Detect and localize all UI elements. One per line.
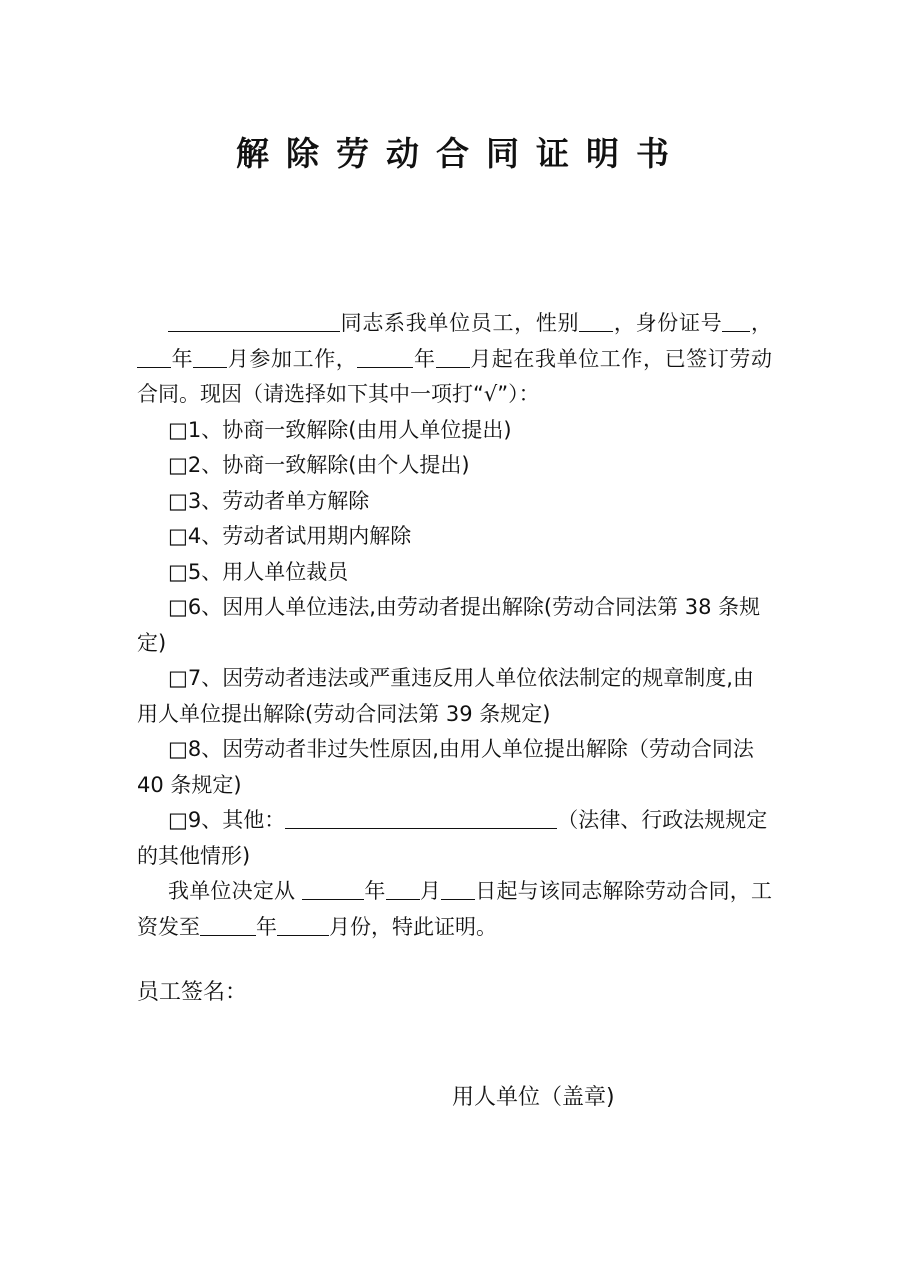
employee-signature-label: 员工签名： (137, 980, 248, 1005)
name-blank[interactable] (168, 309, 340, 332)
salary-year-blank[interactable] (200, 912, 256, 935)
salary-month-blank[interactable] (277, 912, 329, 935)
gender-blank[interactable] (579, 309, 613, 332)
option-9[interactable]: □9、其他： （法律、行政法规规定的其他情形) (137, 803, 772, 874)
termination-year-blank[interactable] (302, 877, 364, 900)
join-year-blank[interactable] (357, 344, 413, 367)
option-4[interactable]: □4、劳动者试用期内解除 (168, 524, 412, 548)
join-month-blank[interactable] (436, 344, 470, 367)
decision-paragraph: 我单位决定从 年 月 日起与该同志解除劳动合同，工资发至 年 月份，特此证明。 (137, 874, 772, 945)
start-work-year-blank[interactable] (137, 344, 171, 367)
document-body (137, 306, 772, 945)
option-6[interactable]: □6、因用人单位违法,由劳动者提出解除(劳动合同法第 38 条规定) (137, 595, 761, 655)
termination-day-blank[interactable] (441, 877, 475, 900)
option-7[interactable]: □7、因劳动者违法或严重违反用人单位依法制定的规章制度,由用人单位提出解除(劳动合同法第 39 条规定) (137, 666, 754, 726)
employer-stamp-label: 用人单位（盖章) (452, 1085, 615, 1110)
other-reason-blank[interactable] (285, 806, 557, 829)
option-3[interactable]: □3、劳动者单方解除 (168, 488, 370, 513)
option-2[interactable]: □2、协商一致解除(由个人提出) (168, 453, 470, 477)
id-number-blank[interactable] (722, 309, 750, 332)
option-1[interactable]: □1、协商一致解除(由用人单位提出) (168, 417, 512, 442)
termination-month-blank[interactable] (386, 877, 420, 900)
start-work-month-blank[interactable] (193, 344, 227, 367)
option-5[interactable]: □5、用人单位裁员 (168, 559, 349, 584)
intro-paragraph: 同志系我单位员工，性别 ，身份证号 ，年 月参加工作， 年 月起在我单位工作，已签订劳动合同。现因（请选择如下其中一项打“√”）： (137, 306, 772, 413)
option-8[interactable]: □8、因劳动者非过失性原因,由用人单位提出解除（劳动合同法 40 条规定) (137, 737, 754, 797)
document-title: 解除劳动合同证明书 (236, 134, 686, 173)
